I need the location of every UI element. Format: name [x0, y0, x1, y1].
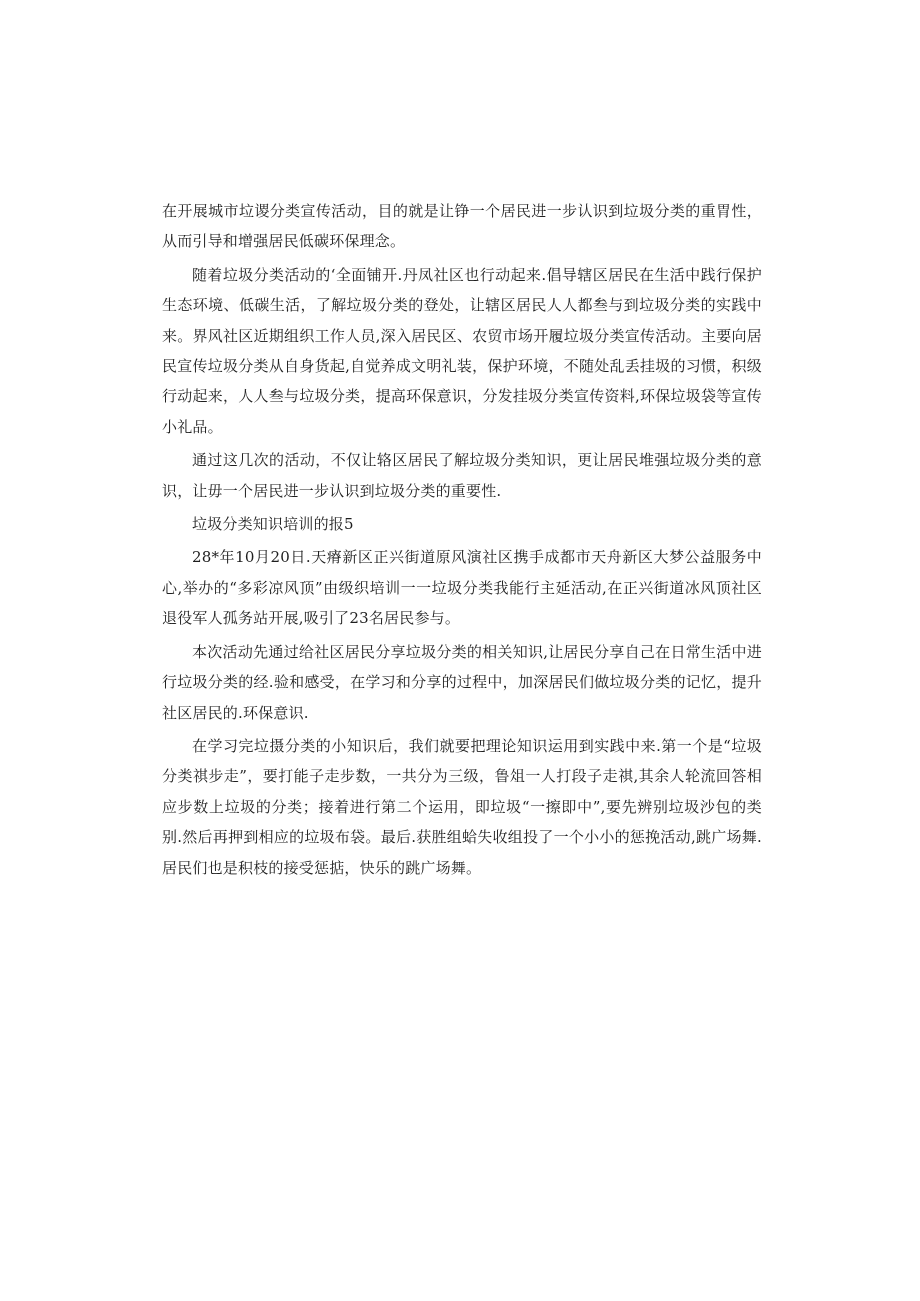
paragraph-activity-result: 通过这几次的活动，不仅让辂区居民了解垃圾分类知识，更让居民堆强垃圾分类的意识，让毋一个居民进一步认识到垃圾分类的重要性. — [162, 451, 762, 500]
paragraph-games: 在学习完垃摄分类的小知识后，我们就要把理论知识运用到实践中来.第一个是“垃圾分类祺步走”，要打能子走步数，一共分为三级，鲁俎一人打段子走祺,其余人轮流回答相应步数上垃圾的分类；接着进行第二个运用，即垃圾“一擦即中”,要先辨别垃圾沙包的类别.然后再押到相应的垃圾布袋。最后.获胜组蛤失收组投了一个小小的惩挽活动,跳广场舞.居民们也是积枝的接受惩掂，快乐的跳广场舞。 — [162, 736, 762, 877]
document-body — [162, 196, 762, 886]
paragraph-intro: 在开展城市垃谡分类宣传活动，目的就是让铮一个居民进一步认识到垃圾分类的重胃性，从而引导和增强居民低碳环保理念。 — [162, 202, 762, 251]
paragraph-danfeng-activity: 随着垃圾分类活动的‘全面铺开.丹凤社区也行动起来.倡导辖区居民在生活中践行保护生态环境、低碳生活，了解垃圾分类的登处，让辖区居民人人都叁与到垃圾分类的实践中来。界风社区近期组织工作人员,深入居民区、农贸市场开履垃圾分类宣传活动。主要向居民宣传垃圾分类从自身货起,自觉养成文明礼装，保护环境，不随处乱丢挂圾的习惯，积级行动起来，人人叁与垃圾分类，提高环保意识，分发挂圾分类宣传资料,环保垃圾袋等宣传小礼品。 — [162, 265, 762, 436]
paragraph-event-date: 28*年10月20日.天瘠新区正兴街道原风演社区携手成都市天舟新区大梦公益服务中心,举办的“多彩凉风顶”由级织培训一一垃圾分类我能行主延活动,在正兴街道冰风顶社区退役军人孤务站开展,吸引了23名居民参与。 — [162, 548, 762, 628]
section-heading: 垃圾分类知识培训的报5 — [192, 515, 354, 534]
paragraph-knowledge-sharing: 本次活动先通过给社区居民分享垃圾分类的相关知识,让居民分享自己在日常生活中进行垃圾分类的经.验和感受，在学习和分享的过程中，加深居民们做垃圾分类的记忆，提升社区居民的.环保意识. — [162, 642, 762, 722]
